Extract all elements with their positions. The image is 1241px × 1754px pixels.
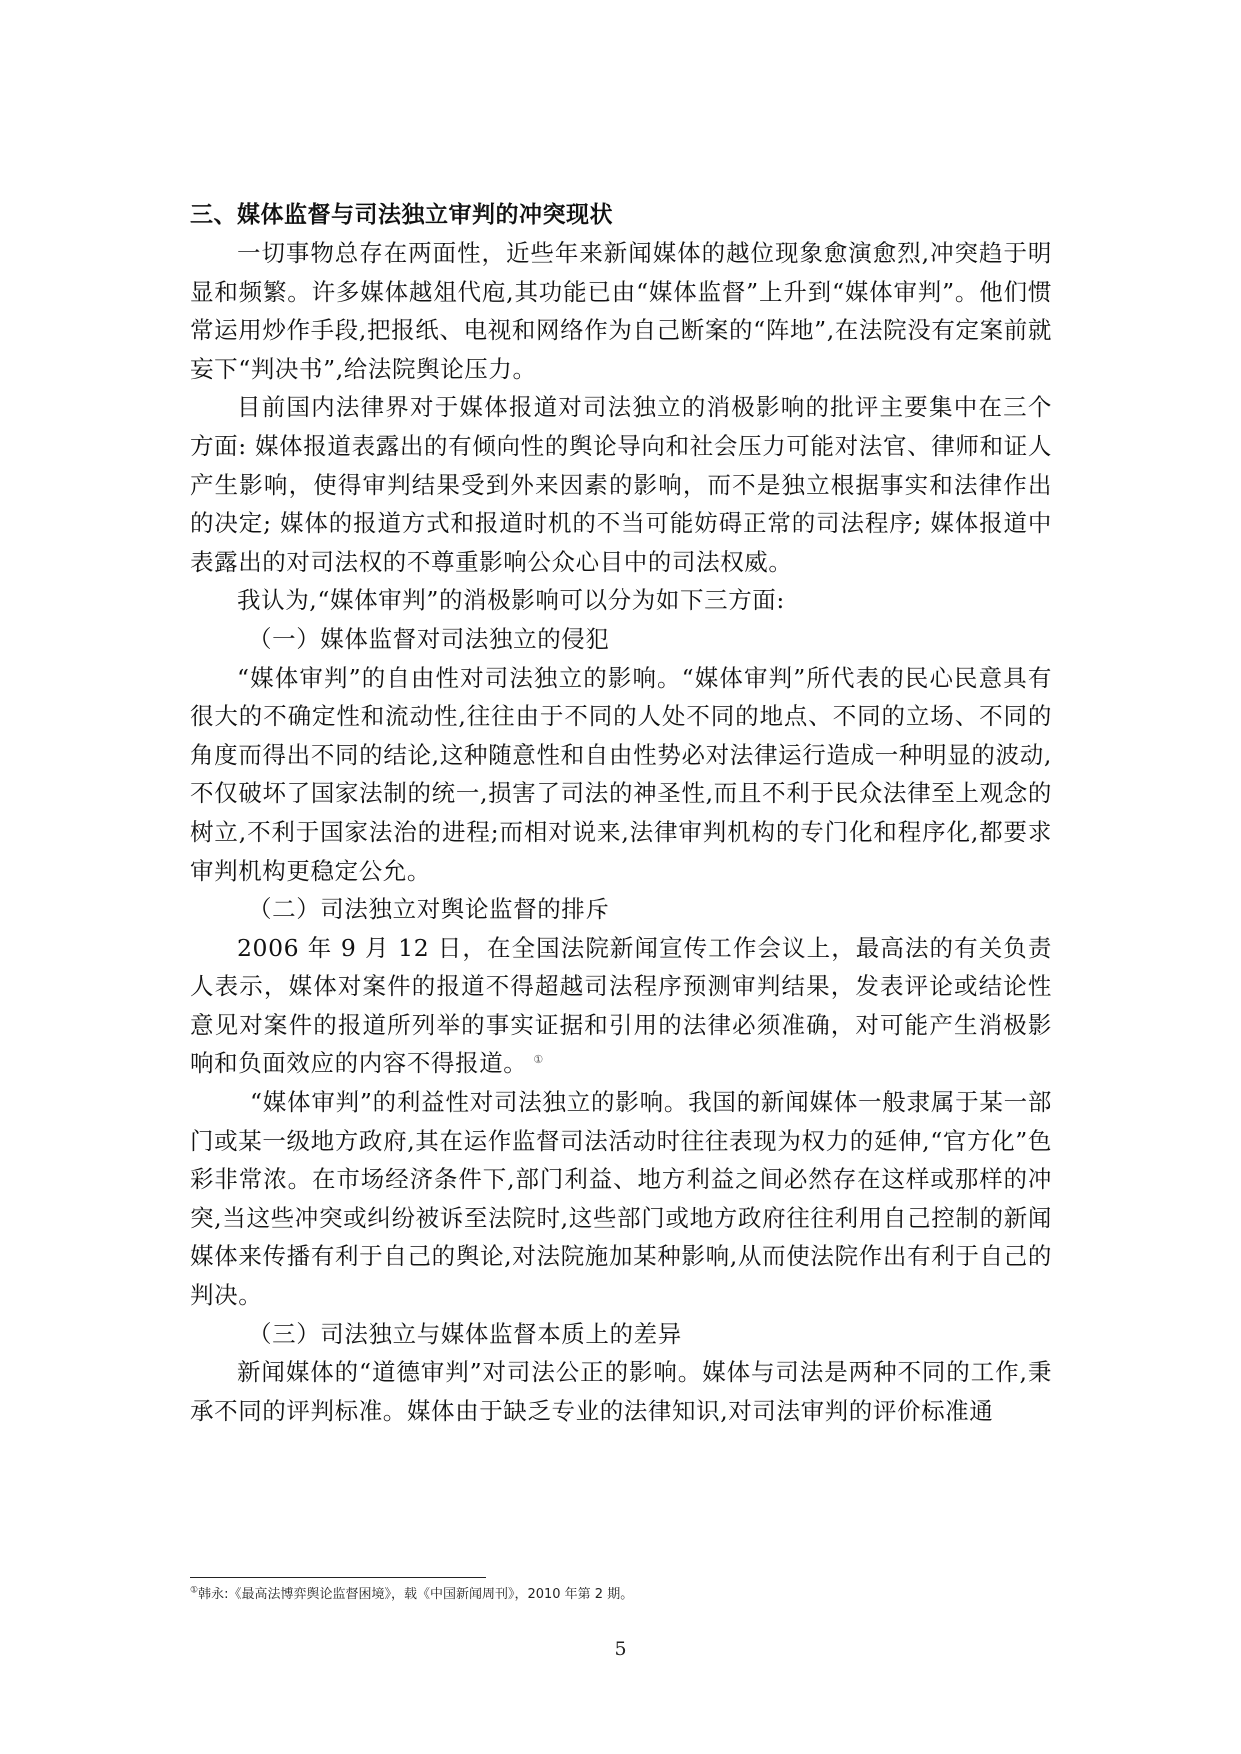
paragraph-4: “媒体审判”的自由性对司法独立的影响。“媒体审判”所代表的民心民意具有很大的不确定性和流动性,往往由于不同的人处不同的地点、不同的立场、不同的角度而得出不同的结论,这种随意性和自由性势必对法律运行造成一种明显的波动,不仅破坏了国家法制的统一,损害了司法的神圣性,而且不利于民众法律至上观念的树立,不利于国家法治的进程;而相对说来,法律审判机构的专门化和程序化,都要求审判机构更稳定公允。 [190,663,1052,885]
subheading-1: （一）媒体监督对司法独立的侵犯 [248,624,610,653]
page-number: 5 [614,1638,627,1660]
page-body [190,196,1052,1430]
paragraph-2: 目前国内法律界对于媒体报道对司法独立的消极影响的批评主要集中在三个方面: 媒体报道表露出的有倾向性的舆论导向和社会压力可能对法官、律师和证人产生影响，使得审判结果受到外来因素的影响，而不是独立根据事实和法律作出的决定; 媒体的报道方式和报道时机的不当可能妨碍正常的司法程序; 媒体报道中表露出的对司法权的不尊重影响公众心目中的司法权威。 [190,393,1052,576]
paragraph-5-text: 2006 年 9 月 12 日，在全国法院新闻宣传工作会议上，最高法的有关负责人表示，媒体对案件的报道不得超越司法程序预测审判结果，发表评论或结论性意见对案件的报道所列举的事实证据和引用的法律必须准确，对可能产生消极影响和负面效应的内容不得报道。 [190,933,1052,1078]
subheading-3: （三）司法独立与媒体监督本质上的差异 [248,1319,682,1348]
paragraph-5 [190,929,1052,1083]
paragraph-3: 我认为,“媒体审判”的消极影响可以分为如下三方面: [237,586,785,615]
footnote [190,1585,1052,1605]
paragraph-6: “媒体审判”的利益性对司法独立的影响。我国的新闻媒体一般隶属于某一部门或某一级地方政府,其在运作监督司法活动时往往表现为权力的延伸,“官方化”色彩非常浓。在市场经济条件下,部门利益、地方利益之间必然存在这样或那样的冲突,当这些冲突或纠纷被诉至法院时,这些部门或地方政府往往利用自己控制的新闻媒体来传播有利于自己的舆论,对法院施加某种影响,从而使法院作出有利于自己的判决。 [190,1088,1052,1310]
footnote-reference[interactable]: ① [533,1052,544,1066]
subheading-2: （二）司法独立对舆论监督的排斥 [248,895,610,924]
footnote-divider [190,1577,486,1578]
paragraph-7: 新闻媒体的“道德审判”对司法公正的影响。媒体与司法是两种不同的工作,秉承不同的评判标准。媒体由于缺乏专业的法律知识,对司法审判的评价标准通 [190,1358,1052,1425]
footnote-mark: ① [190,1585,199,1596]
paragraph-1: 一切事物总存在两面性，近些年来新闻媒体的越位现象愈演愈烈,冲突趋于明显和频繁。许多媒体越俎代庖,其功能已由“媒体监督”上升到“媒体审判”。他们惯常运用炒作手段,把报纸、电视和网络作为自己断案的“阵地”,在法院没有定案前就妄下“判决书”,给法院舆论压力。 [190,239,1052,383]
section-heading: 三、媒体监督与司法独立审判的冲突现状 [190,202,613,228]
footnote-text: 韩永:《最高法博弈舆论监督困境》，载《中国新闻周刊》，2010 年第 2 期。 [198,1587,634,1602]
